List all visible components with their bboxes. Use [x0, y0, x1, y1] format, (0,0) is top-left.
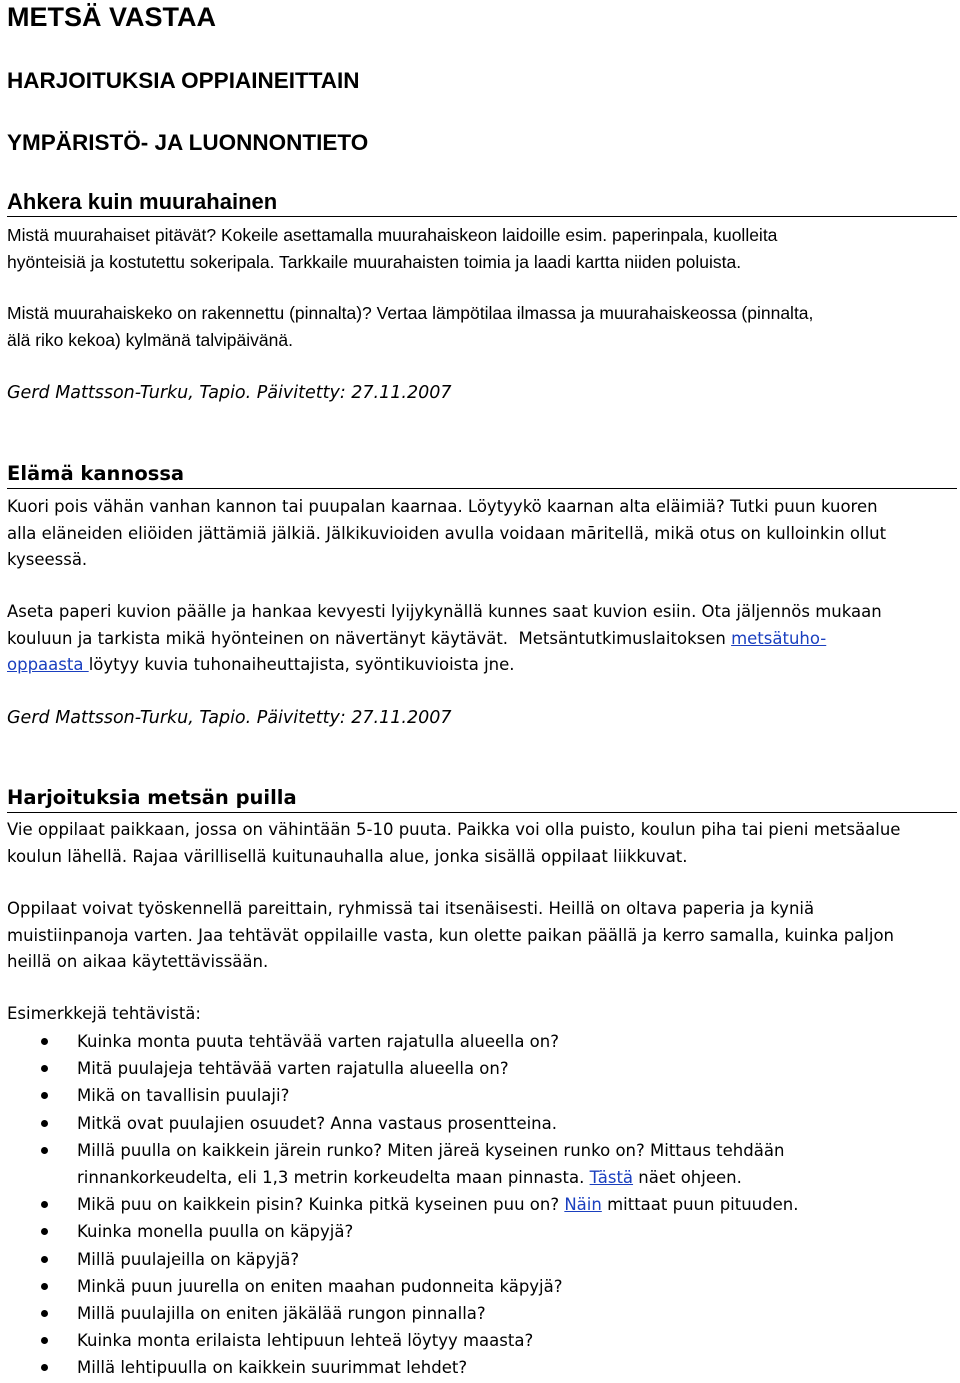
section2-p1-line2: alla eläneiden eliöiden jättämiä jälkiä. Jälkikuvioiden avulla voidaan māritellä, mikä otus on kulloinkin ollut [7, 523, 887, 543]
list-item: Mikä on tavallisin puulaji? [7, 1082, 957, 1109]
bullet-icon [41, 1256, 48, 1263]
tasta-link[interactable]: Tästä [589, 1168, 634, 1188]
examples-label: Esimerkkejä tehtävistä: [7, 1004, 201, 1023]
section2-paragraph2 [7, 599, 957, 679]
examples-list [7, 1028, 957, 1382]
bullet-icon [41, 1065, 48, 1072]
section3-paragraph1 [7, 817, 957, 870]
section2-p2-line1: Aseta paperi kuvion päälle ja hankaa kevyesti lyijykynällä kunnes saat kuvion esiin. Ota jäljennös mukaan [7, 602, 882, 621]
bullet-icon [41, 1092, 48, 1099]
list-item: Mikä puu on kaikkein pisin? Kuinka pitkä kyseinen puu on? Näin mittaat puun pituuden. [7, 1191, 957, 1218]
list-item: Millä puulla on kaikkein järein runko? Miten järeä kyseinen runko on? Mittaus tehdään rinnankorkeudelta, eli 1,3 metrin korkeudelta maan pinnasta. Tästä näet ohjeen. [7, 1137, 957, 1191]
list-item: Minkä puun juurella on eniten maahan pudonneita käpyjä? [7, 1273, 957, 1300]
section3-p2-line3: heillä on aikaa käytettävissään. [7, 952, 269, 971]
nain-link[interactable]: Näin [564, 1195, 602, 1215]
list-item: Kuinka monta erilaista lehtipuun lehteä löytyy maasta? [7, 1327, 957, 1354]
section1-credit: Gerd Mattsson-Turku, Tapio. Päivitetty: 27.11.2007 [7, 383, 452, 403]
bullet-icon [41, 1038, 48, 1045]
metsatuho-link[interactable]: metsätuho- [731, 628, 827, 648]
section2-p1-line3: kyseessä. [7, 550, 88, 569]
bullet-icon [41, 1201, 48, 1208]
section2-p2-line2 [7, 626, 957, 653]
section2-p2-line3 [7, 652, 957, 679]
subtitle-ymparisto: YMPÄRISTÖ- JA LUONNONTIETO [7, 130, 369, 155]
section2-p1-line1: Kuori pois vähän vanhan kannon tai puupalan kaarnaa. Löytyykö kaarnan alta eläimiä? Tutki puun kuoren [7, 497, 878, 516]
list-item: Millä puulajilla on eniten jäkälää rungon pinnalla? [7, 1300, 957, 1327]
section2-p2-line3-text: löytyy kuvia tuhonaiheuttajista, syöntikuvioista jne. [88, 655, 515, 674]
section3-p1-line2: koulun lähellä. Rajaa värillisellä kuitunauhalla alue, jonka sisällä oppilaat liikkuvat. [7, 846, 688, 866]
section1-p2-line2: älä riko kekoa) kylmänä talvipäivänä. [7, 329, 293, 350]
section2-p2-line2-text: kouluun ja tarkista mikä hyönteinen on nävertänyt käytävät. Metsäntutkimuslaitoksen [7, 628, 732, 648]
section1-p1-line2: hyönteisiä ja kostutettu sokeripala. Tarkkaile muurahaisten toimia ja laadi kartta niiden poluista. [7, 251, 742, 272]
list-item: Mitä puulajeja tehtävää varten rajatulla alueella on? [7, 1055, 957, 1082]
metsatuho-link-continued[interactable]: oppaasta [7, 655, 89, 674]
list-item: Kuinka monta puuta tehtävää varten rajatulla alueella on? [7, 1028, 957, 1055]
section3-p2-line1: Oppilaat voivat työskennellä pareittain, ryhmissä tai itsenäisesti. Heillä on oltava paperia ja kyniä [7, 899, 815, 918]
list-item: Millä puulajeilla on käpyjä? [7, 1246, 957, 1273]
page-title: METSÄ VASTAA [7, 2, 216, 32]
bullet-icon [41, 1283, 48, 1290]
section1-paragraph2 [7, 300, 957, 353]
section1-paragraph1 [7, 222, 957, 275]
section3-p1-line1: Vie oppilaat paikkaan, jossa on vähintään 5-10 puuta. Paikka voi olla puisto, koulun piha tai pieni metsäalue [7, 820, 901, 839]
section-heading-puilla: Harjoituksia metsän puilla [7, 786, 957, 813]
list-item: Mitkä ovat puulajien osuudet? Anna vastaus prosentteina. [7, 1110, 957, 1137]
section1-p2-line1: Mistä muurahaiskeko on rakennettu (pinnalta)? Vertaa lämpötilaa ilmassa ja muurahaiskeossa (pinnalta, [7, 303, 814, 323]
bullet-icon [41, 1310, 48, 1317]
list-item: Kuinka monella puulla on käpyjä? [7, 1218, 957, 1245]
section-heading-kannossa: Elämä kannossa [7, 462, 957, 489]
bullet-icon [41, 1337, 48, 1344]
section3-p2-line2: muistiinpanoja varten. Jaa tehtävät oppilaille vasta, kun olette paikan päällä ja kerro samalla, kuinka paljon [7, 925, 894, 945]
section2-paragraph1 [7, 494, 957, 574]
section2-credit: Gerd Mattsson-Turku, Tapio. Päivitetty: 27.11.2007 [7, 708, 452, 728]
bullet-icon [41, 1228, 48, 1235]
section-heading-muurahainen: Ahkera kuin muurahainen [7, 190, 957, 217]
section1-p1-line1: Mistä muurahaiset pitävät? Kokeile asettamalla muurahaiskeon laidoille esim. paperinpala, kuolleita [7, 225, 778, 245]
bullet-icon [41, 1364, 48, 1371]
list-item: Millä lehtipuulla on kaikkein suurimmat lehdet? [7, 1354, 957, 1381]
bullet-icon [41, 1147, 48, 1154]
bullet-icon [41, 1120, 48, 1127]
section3-paragraph2 [7, 896, 957, 976]
subtitle-oppiaineittain: HARJOITUKSIA OPPIAINEITTAIN [7, 68, 360, 93]
